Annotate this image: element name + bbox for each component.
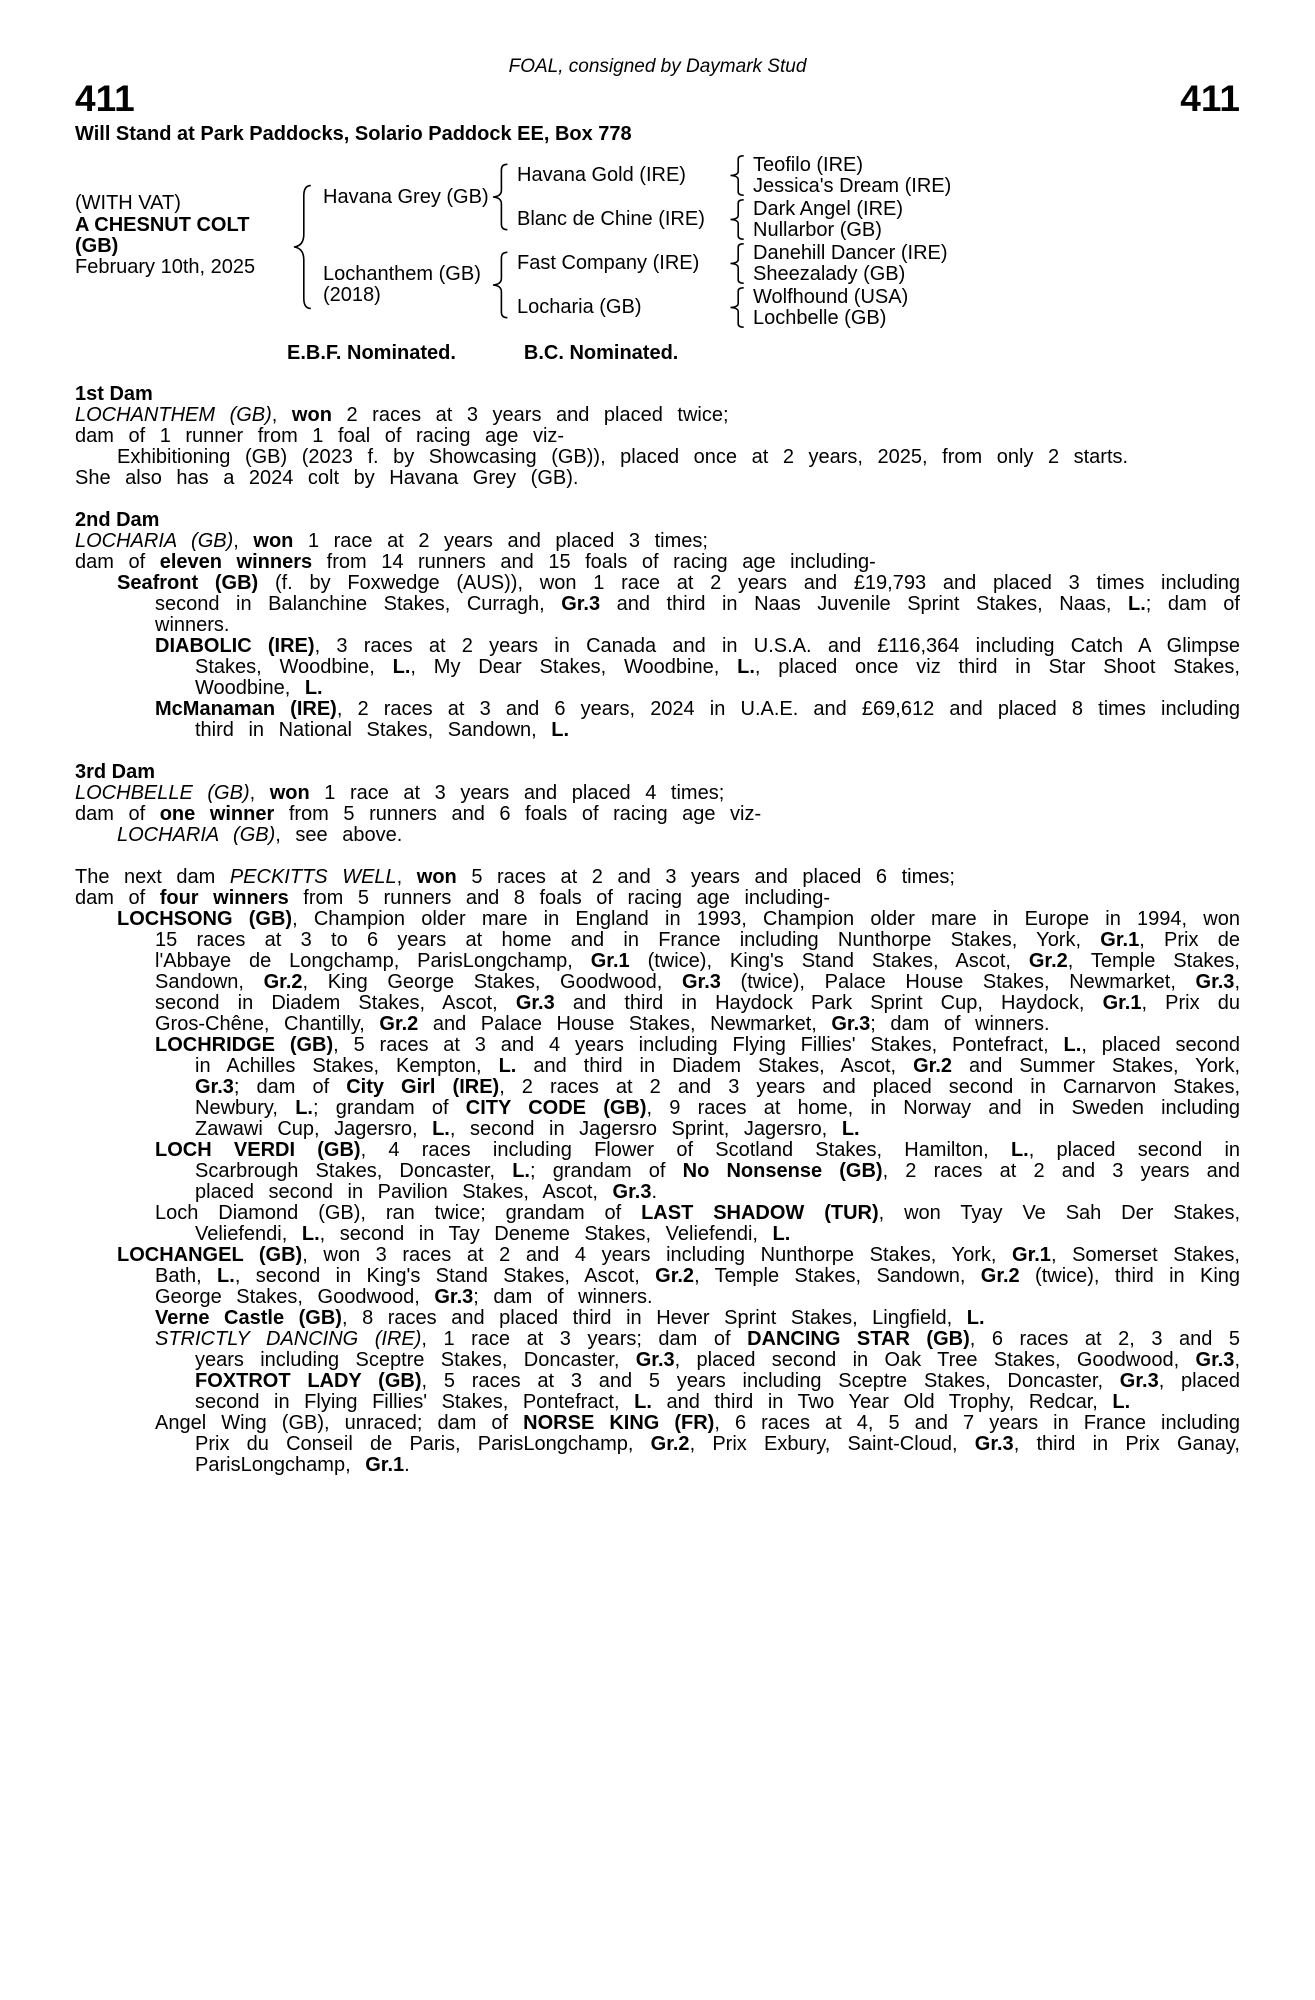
pedigree-sire-dam-sire: Dark Angel (IRE)	[753, 198, 904, 220]
text-run: STRICTLY DANCING (IRE)	[155, 1328, 422, 1350]
text-run: Seafront (GB)	[117, 572, 259, 594]
text-run: ,	[249, 782, 270, 804]
text-run: LOCH VERDI (GB)	[155, 1139, 361, 1161]
text-run: 5 races at 2 and 3 years and placed 6 times;	[456, 866, 955, 888]
text-run: PECKITTS WELL	[229, 866, 397, 888]
pedigree-sire-sire-sire: Teofilo (IRE)	[753, 154, 864, 176]
text-run: Gr.2	[650, 1433, 690, 1455]
text-run: Gr.2	[980, 1265, 1020, 1287]
text-run: and Palace House Stakes, Newmarket,	[418, 1013, 832, 1035]
text-run: 1 race at 2 years and placed 3 times;	[293, 530, 708, 552]
text-run: , 6 races at 2, 3 and 5 years including Sceptre Stakes, Doncaster,	[195, 1328, 1240, 1371]
text-run: eleven winners	[159, 551, 313, 573]
text-run: LOCHBELLE (GB)	[75, 782, 250, 804]
text-run: LAST SHADOW (TUR)	[641, 1202, 879, 1224]
text-run: , won 3 races at 2 and 4 years including Nunthorpe Stakes, York,	[302, 1244, 1013, 1266]
text-run: from 14 runners and 15 foals of racing age including-	[312, 551, 876, 573]
text-run: , King George Stakes, Goodwood,	[302, 971, 682, 993]
text-run: Gr.1	[590, 950, 630, 972]
pedigree-paragraph	[75, 804, 1240, 825]
text-run: ; grandam of	[529, 1160, 683, 1182]
text-run: L.	[295, 1097, 313, 1119]
text-run: L.	[392, 656, 411, 678]
text-run: , placed second in Flying Fillies' Stakes, Pontefract,	[195, 1370, 1240, 1413]
text-run: L.	[1112, 1391, 1131, 1413]
text-run: No Nonsense (GB)	[682, 1160, 883, 1182]
text-run: , see above.	[275, 824, 403, 846]
text-run: dam of	[75, 803, 160, 825]
pedigree-paragraph	[75, 1413, 1240, 1476]
text-run: and third in Naas Juvenile Sprint Stakes, Naas,	[600, 593, 1128, 615]
sire-sire-brace	[725, 155, 747, 196]
pedigree-paragraph	[75, 573, 1240, 636]
bc-nominated-label: B.C. Nominated.	[523, 342, 679, 364]
pedigree-paragraph	[75, 405, 1240, 426]
text-run: Gr.3	[974, 1433, 1014, 1455]
pedigree-paragraph	[75, 1140, 1240, 1203]
text-run: ; dam of winners.	[870, 1013, 1050, 1035]
text-run: dam of	[75, 551, 160, 573]
text-run: , 9 races at home, in Norway and in Sweden including Zawawi Cup, Jagersro,	[195, 1097, 1241, 1140]
text-run: , 2 races at 2 and 3 years and placed second in Carnarvon Stakes, Newbury,	[195, 1076, 1241, 1119]
text-run: , 3 races at 2 years in Canada and in U.S.A. and £116,364 including Catch A Glimpse Stakes, Woodbine,	[195, 635, 1240, 678]
text-run: L.	[432, 1118, 450, 1140]
pedigree-paragraph	[75, 1308, 1240, 1329]
text-run: Gr.3	[635, 1349, 675, 1371]
pedigree-paragraph	[75, 1245, 1240, 1308]
text-run: won	[291, 404, 332, 426]
pedigree-sire-dam-dam: Nullarbor (GB)	[753, 219, 882, 241]
text-run: , 5 races at 3 and 5 years including Sceptre Stakes, Doncaster,	[421, 1370, 1120, 1392]
text-run: L.	[1063, 1034, 1082, 1056]
text-run: , won Tyay Ve Sah Der Stakes, Veliefendi,	[195, 1202, 1240, 1245]
lot-number-right: 411	[1180, 78, 1240, 119]
sire-brace	[487, 163, 511, 231]
pedigree-paragraph	[75, 825, 1240, 846]
pedigree-paragraph	[75, 888, 1240, 909]
text-run: , My Dear Stakes, Woodbine,	[410, 656, 738, 678]
text-run: L.	[841, 1118, 860, 1140]
text-run: and third in Diadem Stakes, Ascot,	[516, 1055, 914, 1077]
text-run: ; dam of winners.	[473, 1286, 653, 1308]
ebf-nominated-label: E.B.F. Nominated.	[287, 342, 456, 364]
text-run: McManaman (IRE)	[155, 698, 337, 720]
text-run: L.	[634, 1391, 652, 1413]
text-run: (twice), Palace House Stakes, Newmarket,	[720, 971, 1196, 993]
dam-brace	[487, 251, 511, 319]
text-run: , Champion older mare in England in 1993, Champion older mare in Europe in 1994, won 15 races at 3 to 6 years at home and in France including Nunthorpe Stakes, York,	[155, 908, 1240, 951]
text-run: Gr.3	[1119, 1370, 1159, 1392]
text-run: ,	[233, 530, 254, 552]
text-run: L.	[304, 677, 323, 699]
pedigree-sire-sire-dam: Jessica's Dream (IRE)	[753, 175, 952, 197]
pedigree-dam: Lochanthem (GB)	[323, 263, 481, 285]
text-run: Gr.2	[1028, 950, 1068, 972]
pedigree-paragraph	[75, 426, 1240, 447]
pedigree-sire-sire: Havana Gold (IRE)	[517, 164, 686, 186]
text-run: Gr.2	[655, 1265, 695, 1287]
sire-dam-brace	[725, 199, 747, 240]
text-run: Exhibitioning (GB) (2023 f. by Showcasing (GB)), placed once at 2 years, 2025, from only 2 starts.	[117, 446, 1129, 468]
text-run: L.	[551, 719, 570, 741]
text-run: ; dam of	[233, 1076, 347, 1098]
pedigree-paragraph	[75, 1203, 1240, 1245]
text-run: from 5 runners and 8 foals of racing age including-	[288, 887, 831, 909]
text-run: Verne Castle (GB)	[155, 1307, 342, 1329]
text-run: L.	[1010, 1139, 1029, 1161]
text-run: , 6 races at 4, 5 and 7 years in France including Prix du Conseil de Paris, ParisLongchamp,	[195, 1412, 1241, 1455]
text-run: Gr.2	[263, 971, 303, 993]
text-run: , second in Tay Deneme Stakes, Veliefendi,	[319, 1223, 773, 1245]
text-run: She also has a 2024 colt by Havana Grey (GB).	[75, 467, 579, 489]
text-run: , placed second in Scarbrough Stakes, Doncaster,	[195, 1139, 1241, 1182]
text-run: The next dam	[75, 866, 230, 888]
text-run: L.	[1127, 593, 1146, 615]
pedigree-dam-sire-sire: Danehill Dancer (IRE)	[753, 242, 948, 264]
pedigree-dam-sire: Fast Company (IRE)	[517, 252, 700, 274]
text-run: Gr.3	[1195, 971, 1235, 993]
text-run: LOCHANGEL (GB)	[117, 1244, 303, 1266]
vat-note: (WITH VAT)	[75, 192, 181, 214]
text-run: , second in Jagersro Sprint, Jagersro,	[449, 1118, 842, 1140]
section-heading: 3rd Dam	[75, 761, 156, 783]
text-run: (f. by Foxwedge (AUS)), won 1 race at 2 years and £19,793 and placed 3 times including second in Balanchine Stakes, Curragh,	[155, 572, 1241, 615]
text-run: L.	[512, 1160, 530, 1182]
text-run: CITY CODE (GB)	[465, 1097, 647, 1119]
pedigree-paragraph	[75, 1035, 1240, 1140]
text-run: , Prix de l'Abbaye de Longchamp, ParisLongchamp,	[155, 929, 1240, 972]
pedigree-section	[75, 510, 1240, 741]
text-run: , Prix du Gros-Chêne, Chantilly,	[155, 992, 1240, 1035]
text-run: four winners	[159, 887, 289, 909]
text-run: ,	[271, 404, 292, 426]
text-run: Gr.2	[913, 1055, 953, 1077]
pedigree-section	[75, 384, 1240, 489]
section-heading: 2nd Dam	[75, 509, 160, 531]
pedigree-sire: Havana Grey (GB)	[323, 186, 489, 208]
text-run: dam of	[75, 887, 160, 909]
text-run: ,	[396, 866, 417, 888]
text-run: DIABOLIC (IRE)	[155, 635, 315, 657]
text-run: , Temple Stakes, Sandown,	[155, 950, 1240, 993]
lot-number-left: 411	[75, 78, 135, 119]
text-run: .	[404, 1454, 410, 1476]
text-run: L.	[966, 1307, 985, 1329]
text-run: City Girl (IRE)	[346, 1076, 500, 1098]
text-run: LOCHSONG (GB)	[117, 908, 293, 930]
stand-location-line: Will Stand at Park Paddocks, Solario Paddock EE, Box 778	[75, 123, 632, 145]
dam-dam-brace	[725, 287, 747, 328]
text-run: one winner	[159, 803, 275, 825]
text-run: won	[253, 530, 294, 552]
pedigree-dam-dam: Locharia (GB)	[517, 296, 642, 318]
pedigree-text	[75, 384, 1240, 1476]
text-run: ; grandam of	[312, 1097, 466, 1119]
pedigree-paragraph	[75, 909, 1240, 1035]
text-run: L.	[301, 1223, 320, 1245]
section-heading: 1st Dam	[75, 383, 153, 405]
pedigree-paragraph	[75, 552, 1240, 573]
pedigree-dam-dam-sire: Wolfhound (USA)	[753, 286, 909, 308]
consignor-line: FOAL, consigned by Daymark Stud	[508, 56, 807, 77]
pedigree-dam-sire-dam: Sheezalady (GB)	[753, 263, 906, 285]
text-run: Gr.3	[195, 1076, 234, 1098]
text-run: and third in Two Year Old Trophy, Redcar,	[651, 1391, 1113, 1413]
text-run: Gr.3	[434, 1286, 474, 1308]
pedigree-main-brace	[287, 183, 315, 311]
text-run: L.	[772, 1223, 791, 1245]
pedigree-paragraph	[75, 1329, 1240, 1413]
text-run: Gr.3	[831, 1013, 871, 1035]
dam-sire-brace	[725, 243, 747, 284]
text-run: , 2 races at 3 and 6 years, 2024 in U.A.E. and £69,612 and placed 8 times including third in National Stakes, Sandown,	[195, 698, 1241, 741]
text-run: FOXTROT LADY (GB)	[195, 1370, 422, 1392]
pedigree-section	[75, 762, 1240, 846]
text-run: , third in Prix Ganay, ParisLongchamp,	[195, 1433, 1240, 1476]
pedigree-sire-dam: Blanc de Chine (IRE)	[517, 208, 705, 230]
text-run: and third in Haydock Park Sprint Cup, Haydock,	[554, 992, 1103, 1014]
lot-number-row	[75, 79, 1240, 119]
pedigree-paragraph	[75, 447, 1240, 468]
pedigree-table	[75, 153, 1240, 335]
text-run: (twice), third in King George Stakes, Goodwood,	[155, 1265, 1241, 1308]
pedigree-paragraph	[75, 468, 1240, 489]
text-run: dam of 1 runner from 1 foal of racing age viz-	[75, 425, 565, 447]
text-run: (twice), King's Stand Stakes, Ascot,	[629, 950, 1029, 972]
text-run: , second in Diadem Stakes, Ascot,	[155, 971, 1240, 1014]
text-run: , second in King's Stand Stakes, Ascot,	[234, 1265, 656, 1287]
pedigree-dam-dam-dam: Lochbelle (GB)	[753, 307, 887, 329]
text-run: , 8 races and placed third in Hever Sprint Stakes, Lingfield,	[341, 1307, 967, 1329]
text-run: Gr.1	[1102, 992, 1142, 1014]
text-run: Gr.3	[612, 1181, 652, 1203]
text-run: won	[269, 782, 310, 804]
text-run: and Summer Stakes, York,	[952, 1055, 1241, 1077]
text-run: L.	[498, 1055, 517, 1077]
subject-name-line2: (GB)	[75, 235, 119, 257]
text-run: , Temple Stakes, Sandown,	[694, 1265, 981, 1287]
text-run: LOCHARIA (GB)	[75, 530, 234, 552]
text-run: , Somerset Stakes, Bath,	[155, 1244, 1240, 1287]
text-run: Loch Diamond (GB), ran twice; grandam of	[155, 1202, 642, 1224]
text-run: L.	[737, 656, 755, 678]
text-run: Gr.3	[561, 593, 601, 615]
text-run: ; dam of winners.	[155, 593, 1240, 636]
text-run: .	[651, 1181, 658, 1203]
subject-foaling-date: February 10th, 2025	[75, 256, 256, 278]
pedigree-paragraph	[75, 867, 1240, 888]
pedigree-section	[75, 867, 1240, 1476]
text-run: ,	[1234, 1349, 1240, 1371]
nominations-row	[287, 343, 1240, 364]
pedigree-paragraph	[75, 636, 1240, 699]
text-run: from 5 runners and 6 foals of racing age viz-	[274, 803, 762, 825]
text-run: , 1 race at 3 years; dam of	[421, 1328, 748, 1350]
text-run: Gr.3	[515, 992, 555, 1014]
text-run: Angel Wing (GB), unraced; dam of	[155, 1412, 524, 1434]
text-run: , 5 races at 3 and 4 years including Flying Fillies' Stakes, Pontefract,	[333, 1034, 1064, 1056]
subject-name-line1: A CHESNUT COLT	[75, 214, 250, 236]
text-run: LOCHARIA (GB)	[117, 824, 276, 846]
text-run: Gr.2	[379, 1013, 419, 1035]
text-run: Gr.1	[365, 1454, 405, 1476]
text-run: LOCHRIDGE (GB)	[155, 1034, 334, 1056]
pedigree-dam-year: (2018)	[323, 284, 381, 306]
text-run: , placed once viz third in Star Shoot Stakes, Woodbine,	[195, 656, 1240, 699]
pedigree-paragraph	[75, 699, 1240, 741]
text-run: Gr.1	[1012, 1244, 1051, 1266]
pedigree-paragraph	[75, 783, 1240, 804]
pedigree-paragraph	[75, 531, 1240, 552]
text-run: Gr.3	[681, 971, 721, 993]
text-run: DANCING STAR (GB)	[747, 1328, 970, 1350]
text-run: NORSE KING (FR)	[523, 1412, 715, 1434]
text-run: , placed second in Achilles Stakes, Kempton,	[195, 1034, 1240, 1077]
text-run: 1 race at 3 years and placed 4 times;	[309, 782, 725, 804]
text-run: L.	[217, 1265, 235, 1287]
text-run: 2 races at 3 years and placed twice;	[331, 404, 729, 426]
text-run: Gr.1	[1100, 929, 1140, 951]
text-run: , Prix Exbury, Saint-Cloud,	[689, 1433, 975, 1455]
text-run: , placed second in Oak Tree Stakes, Goodwood,	[674, 1349, 1196, 1371]
text-run: won	[416, 866, 457, 888]
text-run: , 2 races at 2 and 3 years and placed second in Pavilion Stakes, Ascot,	[195, 1160, 1241, 1203]
text-run: , 4 races including Flower of Scotland Stakes, Hamilton,	[360, 1139, 1011, 1161]
text-run: Gr.3	[1195, 1349, 1235, 1371]
text-run: LOCHANTHEM (GB)	[75, 404, 272, 426]
